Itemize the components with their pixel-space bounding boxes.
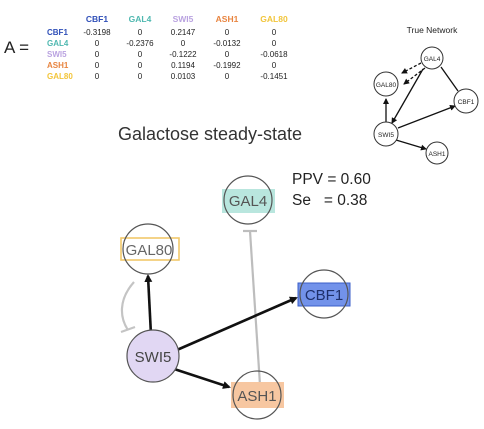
matrix-cell: 0.2147 [170, 28, 196, 37]
node-label: SWI5 [134, 349, 172, 366]
matrix-cell: 0 [94, 61, 100, 70]
matrix-cell: 0 [271, 28, 277, 37]
true-edge [402, 63, 421, 73]
true-node-swi5 [374, 122, 398, 146]
node-cbf1 [298, 270, 350, 318]
true-network-title: True Network [406, 25, 458, 35]
true-node-cbf1 [454, 89, 478, 113]
inferred-edge-swi5-cbf1 [170, 298, 296, 353]
col-header-cbf1: CBF1 [85, 14, 109, 24]
matrix-cells [83, 28, 288, 81]
inferred-title: Galactose steady-state [117, 124, 303, 144]
true-network [374, 25, 478, 164]
row-header-cbf1: CBF1 [47, 28, 68, 37]
col-header-gal4: GAL4 [128, 14, 152, 24]
matrix-cell: -0.0132 [213, 39, 241, 48]
node-gal4 [222, 176, 275, 224]
node-label: SWI5 [378, 132, 394, 139]
matrix-cell: 0 [94, 39, 100, 48]
inhibit-bar [121, 327, 135, 332]
true-node-ash1 [426, 142, 448, 164]
matrix-cell: 0 [137, 28, 143, 37]
matrix-cell: -0.1451 [260, 72, 288, 81]
node-label: GAL4 [423, 56, 441, 63]
matrix-cell: 0 [271, 61, 277, 70]
matrix-cell: 0 [224, 28, 230, 37]
matrix-label: A = [4, 38, 30, 57]
ppv-value: PPV = 0.60 [292, 171, 371, 188]
matrix-cell: 0.1194 [171, 61, 195, 70]
true-edge [398, 106, 455, 128]
node-label: GAL80 [375, 82, 397, 89]
node-label: CBF1 [457, 99, 475, 106]
matrix-cell: 0 [94, 72, 100, 81]
row-header-swi5: SWI5 [47, 50, 67, 59]
true-edge [441, 67, 458, 91]
matrix-cell: 0 [137, 50, 143, 59]
matrix-cell: 0 [137, 61, 143, 70]
matrix-cell: 0 [224, 72, 230, 81]
true-edge [396, 140, 426, 149]
matrix-cell: -0.3198 [83, 28, 111, 37]
node-label: ASH1 [428, 151, 446, 158]
node-label: ASH1 [237, 388, 277, 405]
matrix-cell: 0 [224, 50, 230, 59]
matrix-cell: 0.0103 [170, 72, 196, 81]
matrix-cell: -0.1992 [213, 61, 241, 70]
true-node-gal4 [421, 47, 443, 69]
matrix-cell: 0 [180, 39, 186, 48]
row-header-ash1: ASH1 [47, 61, 69, 70]
matrix-cell: 0 [137, 72, 143, 81]
se-value: Se = 0.38 [292, 192, 368, 209]
matrix-cell: 0 [271, 39, 277, 48]
node-gal80 [121, 224, 179, 274]
inferred-edge-swi5-gal80 [148, 276, 151, 335]
col-header-swi5: SWI5 [172, 14, 194, 24]
node-label: GAL80 [125, 242, 173, 259]
node-ash1 [231, 371, 284, 419]
row-header-gal4: GAL4 [47, 39, 69, 48]
matrix-cell: -0.2376 [126, 39, 154, 48]
true-edge [392, 69, 423, 123]
inferred-edge-gal4-ash1 [250, 231, 260, 385]
col-header-gal80: GAL80 [260, 14, 288, 24]
matrix-cell: -0.0618 [260, 50, 288, 59]
true-node-gal80 [374, 72, 398, 96]
matrix-cell: -0.1222 [169, 50, 197, 59]
inferred-network [121, 176, 350, 419]
row-header-gal80: GAL80 [47, 72, 73, 81]
node-label: GAL4 [228, 193, 268, 210]
inferred-edge-gal80-swi5 [122, 282, 134, 330]
adjacency-matrix [4, 14, 288, 81]
col-header-ash1: ASH1 [215, 14, 239, 24]
node-label: CBF1 [304, 287, 344, 304]
node-swi5 [127, 330, 179, 382]
matrix-cell: 0 [94, 50, 100, 59]
